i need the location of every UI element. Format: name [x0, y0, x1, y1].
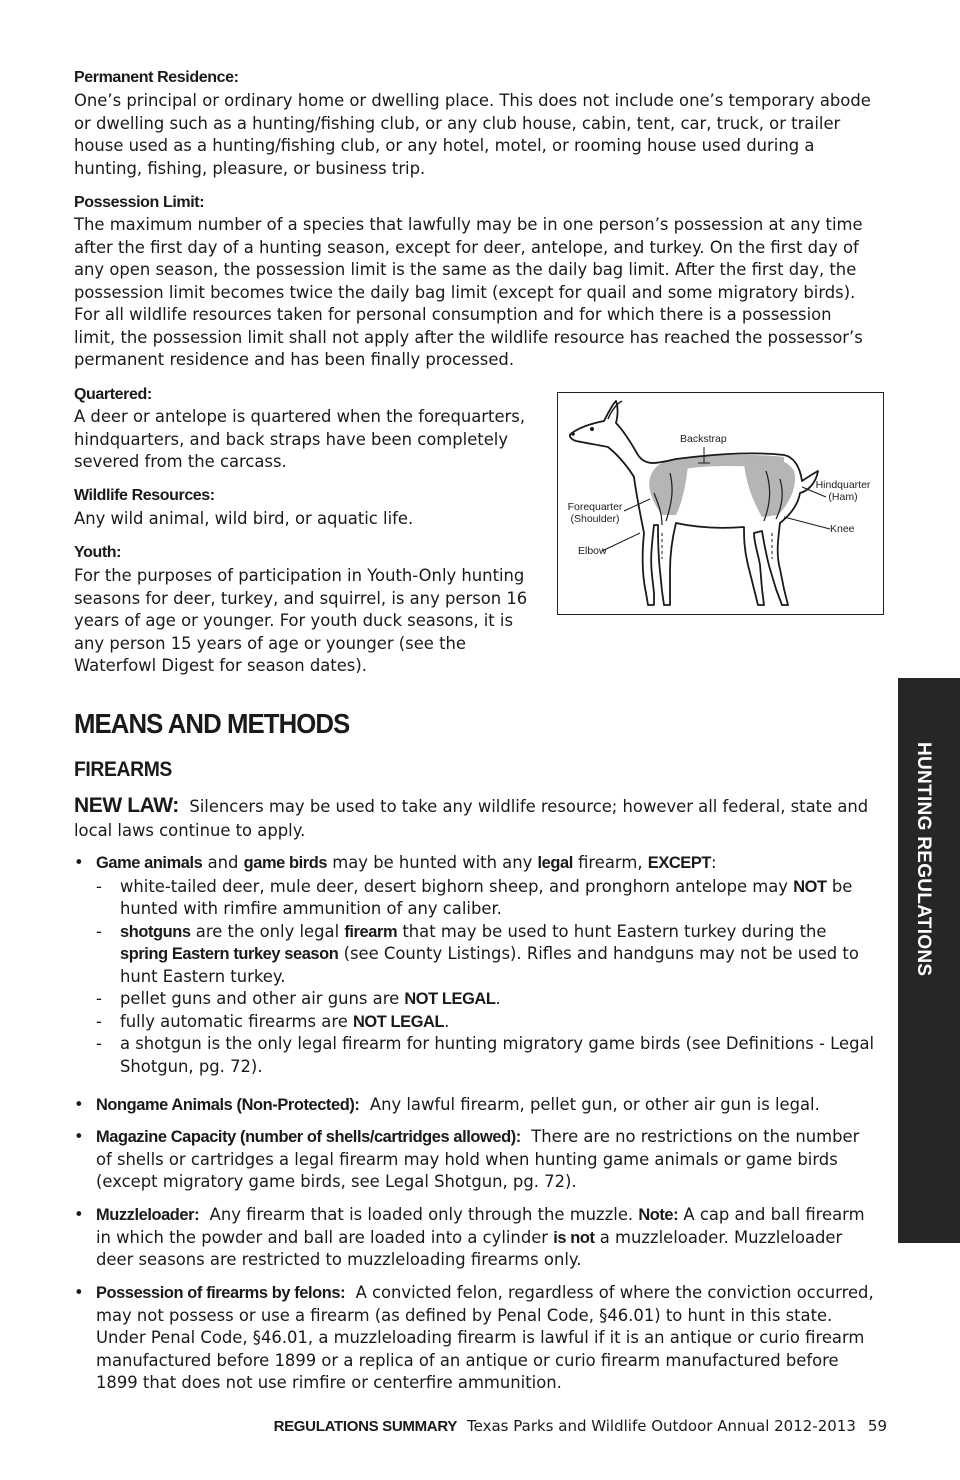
bullet-magazine-capacity [74, 1126, 879, 1194]
side-tab-label: HUNTING REGULATIONS [913, 742, 934, 977]
term-wildlife-resources: Wildlife Resources: [74, 487, 215, 504]
magazine-text: There are no restrictions on the number of shells or cartridges a legal firearm may hold when hunting game animals or game birds (except migratory game birds, see Legal Shotgun, pg. 72). [96, 1127, 860, 1191]
dash-marker: - [96, 876, 102, 896]
def-quartered: A deer or antelope is quartered when the forequarters, hindquarters, and back straps have been completely severed from the carcass. [74, 407, 526, 471]
exception-2-text-b: are the only legal [190, 921, 345, 941]
bullet-marker: • [74, 1127, 84, 1146]
not-bold: NOT [793, 877, 827, 896]
exception-4-text-a: fully automatic firearms are [120, 1011, 353, 1031]
page-number: 59 [867, 1417, 887, 1435]
bullet-game-animals [74, 852, 879, 1078]
legal-bold: legal [537, 854, 573, 872]
deer-quartering-diagram [557, 392, 884, 615]
exception-5-text: a shotgun is the only legal firearm for hunting migratory game birds (see Definitions - Legal Shotgun, pg. 72). [120, 1034, 875, 1076]
game-text-1: and [202, 853, 244, 872]
hindquarter-label-line1: Hindquarter [815, 479, 871, 491]
def-permanent-residence: One’s principal or ordinary home or dwelling place. This does not include one’s temporary abode or dwelling such as a hunting/fishing club, or any club house, cabin, tent, car, truck, or trailer house used as a hunting/fishing club, or any hotel, motel, or rooming house used during a hunting, fishing, pleasure, or business trip. [74, 91, 871, 178]
shotguns-bold: shotguns [120, 922, 191, 941]
exception-4-text-c: . [444, 1011, 450, 1031]
muzzleloader-text-2: A cap and ball firearm in which the powder and ball are loaded into a cylinder [96, 1205, 865, 1247]
not-legal-bold: NOT LEGAL [353, 1012, 445, 1031]
not-legal-bold: NOT LEGAL [404, 990, 496, 1008]
except-bold: EXCEPT [647, 854, 711, 872]
dash-marker: - [96, 1034, 102, 1053]
muzzleloader-text-1: Any firearm that is loaded only through the muzzle. [209, 1205, 639, 1224]
backstrap-label: Backstrap [680, 433, 727, 445]
exception-item [96, 1033, 879, 1078]
felons-text: A convicted felon, regardless of where the conviction occurred, may not possess or use a firearm (as defined by Penal Code, §46.01) to hunt in this state. Under Penal Code, §46.01, a muzzleloading firearm is lawful if it is an antique or curio firearm manufactured before 1899 or a replica of an antique or curio firearm manufactured before 1899 that does not use rimfire or centerfire ammunition. [96, 1283, 874, 1392]
bullet-nongame [74, 1094, 879, 1117]
exception-3-text-c: . [495, 989, 501, 1008]
forequarter-label-line1: Forequarter [567, 501, 623, 513]
term-possession-limit: Possession Limit: [74, 194, 205, 211]
exception-item [96, 988, 879, 1011]
spring-season-bold: spring Eastern turkey season [120, 945, 339, 963]
elbow-label: Elbow [578, 545, 607, 557]
game-birds-bold: game birds [243, 854, 328, 872]
section-subtitle: FIREARMS [74, 758, 172, 781]
bullet-marker: • [74, 1205, 84, 1224]
bullet-marker: • [74, 1283, 84, 1302]
dash-marker: - [96, 1011, 102, 1031]
game-text-2: may be hunted with any [327, 853, 538, 872]
footer-publication: Texas Parks and Wildlife Outdoor Annual 2012-2013 [467, 1417, 856, 1435]
def-wildlife-resources: Any wild animal, wild bird, or aquatic life. [74, 509, 414, 528]
exception-1-text-a: white-tailed deer, mule deer, desert bighorn sheep, and pronghorn antelope may [120, 876, 794, 896]
bullet-muzzleloader [74, 1204, 879, 1272]
exceptions-list [96, 876, 879, 1079]
game-animals-bold: Game animals [96, 854, 203, 872]
new-law-text: Silencers may be used to take any wildlife resource; however all federal, state and local laws continue to apply. [74, 797, 869, 840]
side-tab [898, 678, 960, 1243]
page-footer [274, 1416, 887, 1437]
magazine-label: Magazine Capacity (number of shells/cartridges allowed): [96, 1128, 521, 1146]
term-permanent-residence: Permanent Residence: [74, 69, 239, 86]
game-text-4: : [710, 853, 717, 872]
knee-label: Knee [830, 523, 855, 535]
exception-2-text-f: (see County Listings). Rifles and handguns may not be used to hunt Eastern turkey. [120, 944, 859, 986]
new-law-notice [74, 794, 874, 843]
bullet-marker: • [74, 1095, 84, 1114]
term-youth: Youth: [74, 544, 122, 561]
dash-marker: - [96, 921, 102, 941]
exception-item [96, 876, 879, 921]
hindquarter-label-line2: (Ham) [828, 491, 858, 503]
muzzleloader-text-3: a muzzleloader. Muzzleloader deer seasons are restricted to muzzleloading firearms only. [96, 1227, 843, 1269]
exception-1-text-c: be hunted with rimfire ammunition of any caliber. [120, 876, 853, 918]
nongame-text: Any lawful firearm, pellet gun, or other air gun is legal. [369, 1095, 820, 1114]
exception-item [96, 1011, 879, 1034]
is-not-bold: is not [553, 1228, 595, 1247]
exception-3-text-a: pellet guns and other air guns are [120, 989, 405, 1008]
footer-section: REGULATIONS SUMMARY [273, 1418, 458, 1435]
exception-2-text-d: that may be used to hunt Eastern turkey during the [397, 921, 827, 941]
term-quartered: Quartered: [74, 386, 152, 403]
muzzleloader-label: Muzzleloader: [96, 1206, 200, 1224]
bullet-marker: • [74, 853, 84, 872]
section-title: MEANS AND METHODS [74, 708, 350, 739]
forequarter-label-line2: (Shoulder) [570, 513, 620, 525]
def-youth: For the purposes of participation in Youth-Only hunting seasons for deer, turkey, and squirrel, is any person 16 years of age or younger. For youth duck seasons, it is any person 15 years of age or younger (see the Waterfowl Digest for season dates). [74, 566, 528, 675]
hindquarter-label [810, 479, 876, 503]
forequarter-shading [649, 459, 688, 515]
firearm-bold: firearm [344, 922, 398, 941]
felons-label: Possession of firearms by felons: [96, 1284, 346, 1302]
exception-item [96, 921, 879, 989]
note-bold: Note: [638, 1206, 679, 1224]
forequarter-label [562, 501, 628, 525]
new-law-label: NEW LAW: [74, 794, 179, 817]
bullet-felons [74, 1282, 879, 1395]
dash-marker: - [96, 989, 102, 1008]
game-text-3: firearm, [572, 853, 648, 872]
nongame-label: Nongame Animals (Non-Protected): [96, 1096, 360, 1114]
def-possession-limit: The maximum number of a species that lawfully may be in one person’s possession at any time after the first day of a hunting season, except for deer, antelope, and turkey. On the first day of any open season, the possession limit is the same as the daily bag limit. After the first day, the possession limit becomes twice the daily bag limit (except for quail and some migratory birds). For all wildlife resources taken for personal consumption and for which there is a possession limit, the possession limit shall not apply after the wildlife resource has reached the possessor’s permanent residence and has been finally processed. [74, 215, 863, 369]
